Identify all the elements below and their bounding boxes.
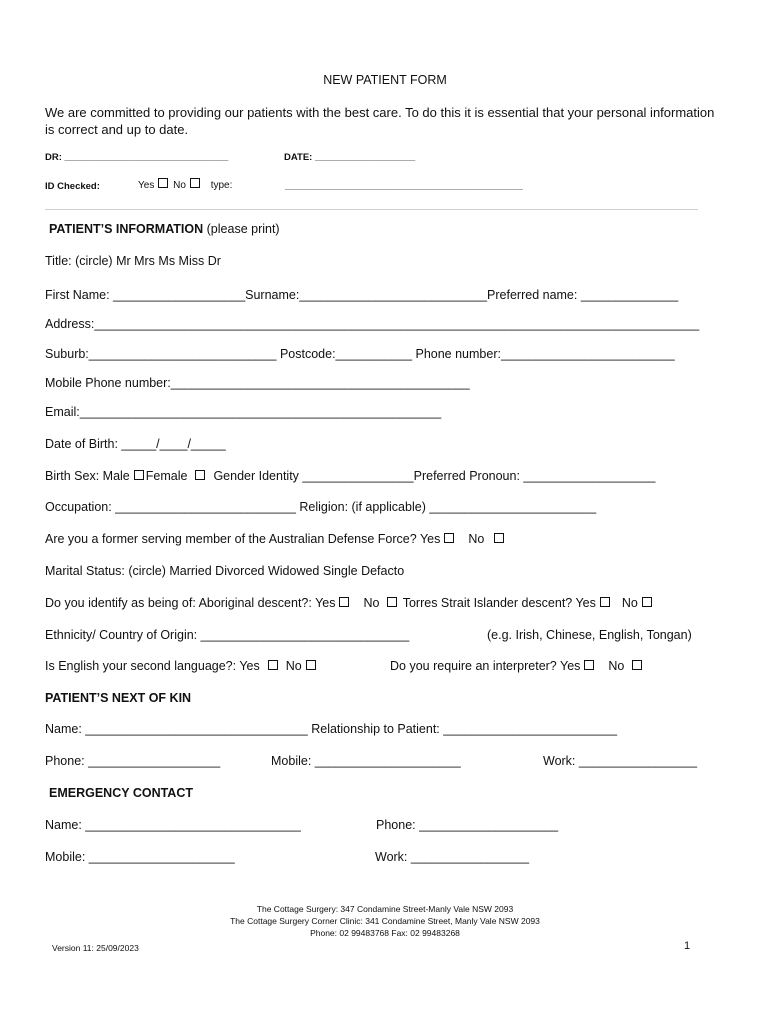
title-row[interactable]: Title: (circle) Mr Mrs Ms Miss Dr	[45, 254, 221, 268]
divider	[45, 209, 698, 210]
birth-sex-row	[45, 468, 656, 484]
english-yes-checkbox[interactable]	[268, 660, 278, 670]
interpreter-question: Do you require an interpreter? Yes	[390, 659, 581, 673]
id-type-label: type:	[210, 180, 233, 191]
doctor-field[interactable]: DR: _______________________________	[45, 152, 229, 163]
torres-no-checkbox[interactable]	[642, 597, 652, 607]
marital-row[interactable]: Marital Status: (circle) Married Divorced Widowed Single Defacto	[45, 564, 405, 578]
identify-row	[45, 595, 654, 611]
female-label: Female	[145, 469, 188, 483]
torres-question: Torres Strait Islander descent? Yes	[402, 596, 596, 610]
adf-no-checkbox[interactable]	[494, 533, 504, 543]
footer-address-1: The Cottage Surgery: 347 Condamine Street-Manly Vale NSW 2093	[256, 904, 514, 914]
female-checkbox[interactable]	[195, 470, 205, 480]
aboriginal-question: Do you identify as being of: Aboriginal descent?: Yes	[45, 596, 336, 610]
suburb-row[interactable]: Suburb:___________________________ Postcode:___________ Phone number:_________________________	[45, 347, 675, 361]
address-row[interactable]: Address:_______________________________________________________________________________________	[45, 317, 700, 331]
male-checkbox[interactable]	[134, 470, 144, 480]
birth-sex-male-label: Birth Sex: Male	[45, 469, 130, 483]
english-no-label: No	[285, 659, 302, 673]
mobile-phone-row[interactable]: Mobile Phone number:___________________________________________	[45, 376, 470, 390]
version-label: Version 11: 25/09/2023	[52, 943, 139, 953]
gender-pronoun-fields[interactable]: Gender Identity ________________Preferred Pronoun: ___________________	[213, 469, 656, 483]
emergency-contact-heading: EMERGENCY CONTACT	[49, 786, 193, 800]
page-number: 1	[684, 940, 691, 952]
id-no-checkbox[interactable]	[190, 178, 200, 188]
emergency-name-field[interactable]: Name: _______________________________	[45, 818, 301, 832]
adf-no-label: No	[468, 532, 485, 546]
english-no-checkbox[interactable]	[306, 660, 316, 670]
email-row[interactable]: Email:____________________________________________________	[45, 405, 442, 419]
adf-row	[45, 531, 506, 547]
id-checked-options	[138, 178, 232, 194]
kin-work-field[interactable]: Work: _________________	[543, 754, 698, 768]
interpreter-no-checkbox[interactable]	[632, 660, 642, 670]
footer-contact: Phone: 02 99483768 Fax: 02 99483268	[310, 928, 460, 938]
english-question: Is English your second language?: Yes	[45, 659, 260, 673]
kin-name-row[interactable]: Name: ________________________________ Relationship to Patient: _________________________	[45, 722, 618, 736]
emergency-work-field[interactable]: Work: _________________	[375, 850, 530, 864]
name-row[interactable]: First Name: ___________________Surname:___________________________Preferred name: ______________	[45, 288, 679, 302]
id-checked-label: ID Checked:	[45, 181, 100, 192]
date-field[interactable]: DATE: ___________________	[284, 152, 416, 163]
patient-info-title: PATIENT’S INFORMATION	[49, 222, 204, 236]
id-no-label: No	[173, 180, 186, 191]
aboriginal-yes-checkbox[interactable]	[339, 597, 349, 607]
emergency-mobile-field[interactable]: Mobile: _____________________	[45, 850, 235, 864]
interpreter-no-label: No	[608, 659, 625, 673]
intro-text: We are committed to providing our patients with the best care. To do this it is essential that your personal information is correct and up to date.	[45, 105, 715, 137]
emergency-phone-field[interactable]: Phone: ____________________	[376, 818, 559, 832]
id-type-field[interactable]: _____________________________________________	[285, 181, 523, 192]
aboriginal-no-label: No	[363, 596, 380, 610]
occupation-row[interactable]: Occupation: __________________________ Religion: (if applicable) ________________________	[45, 500, 597, 514]
interpreter-row	[390, 658, 644, 674]
next-of-kin-heading: PATIENT’S NEXT OF KIN	[45, 691, 192, 705]
ethnicity-example: (e.g. Irish, Chinese, English, Tongan)	[487, 628, 692, 642]
torres-no-label: No	[621, 596, 638, 610]
adf-question: Are you a former serving member of the Australian Defense Force? Yes	[45, 532, 441, 546]
ethnicity-field[interactable]: Ethnicity/ Country of Origin: ______________________________	[45, 628, 410, 642]
aboriginal-no-checkbox[interactable]	[387, 597, 397, 607]
english-row	[45, 658, 318, 674]
patient-info-heading	[49, 221, 280, 237]
torres-yes-checkbox[interactable]	[600, 597, 610, 607]
kin-mobile-field[interactable]: Mobile: _____________________	[271, 754, 461, 768]
adf-yes-checkbox[interactable]	[444, 533, 454, 543]
kin-phone-field[interactable]: Phone: ___________________	[45, 754, 221, 768]
form-title: NEW PATIENT FORM	[323, 73, 447, 87]
dob-row[interactable]: Date of Birth: _____/____/_____	[45, 437, 226, 451]
footer-address-2: The Cottage Surgery Corner Clinic: 341 Condamine Street, Manly Vale NSW 2093	[230, 916, 540, 926]
patient-info-note: (please print)	[203, 222, 280, 236]
interpreter-yes-checkbox[interactable]	[584, 660, 594, 670]
id-yes-checkbox[interactable]	[158, 178, 168, 188]
id-yes-label: Yes	[138, 180, 155, 191]
